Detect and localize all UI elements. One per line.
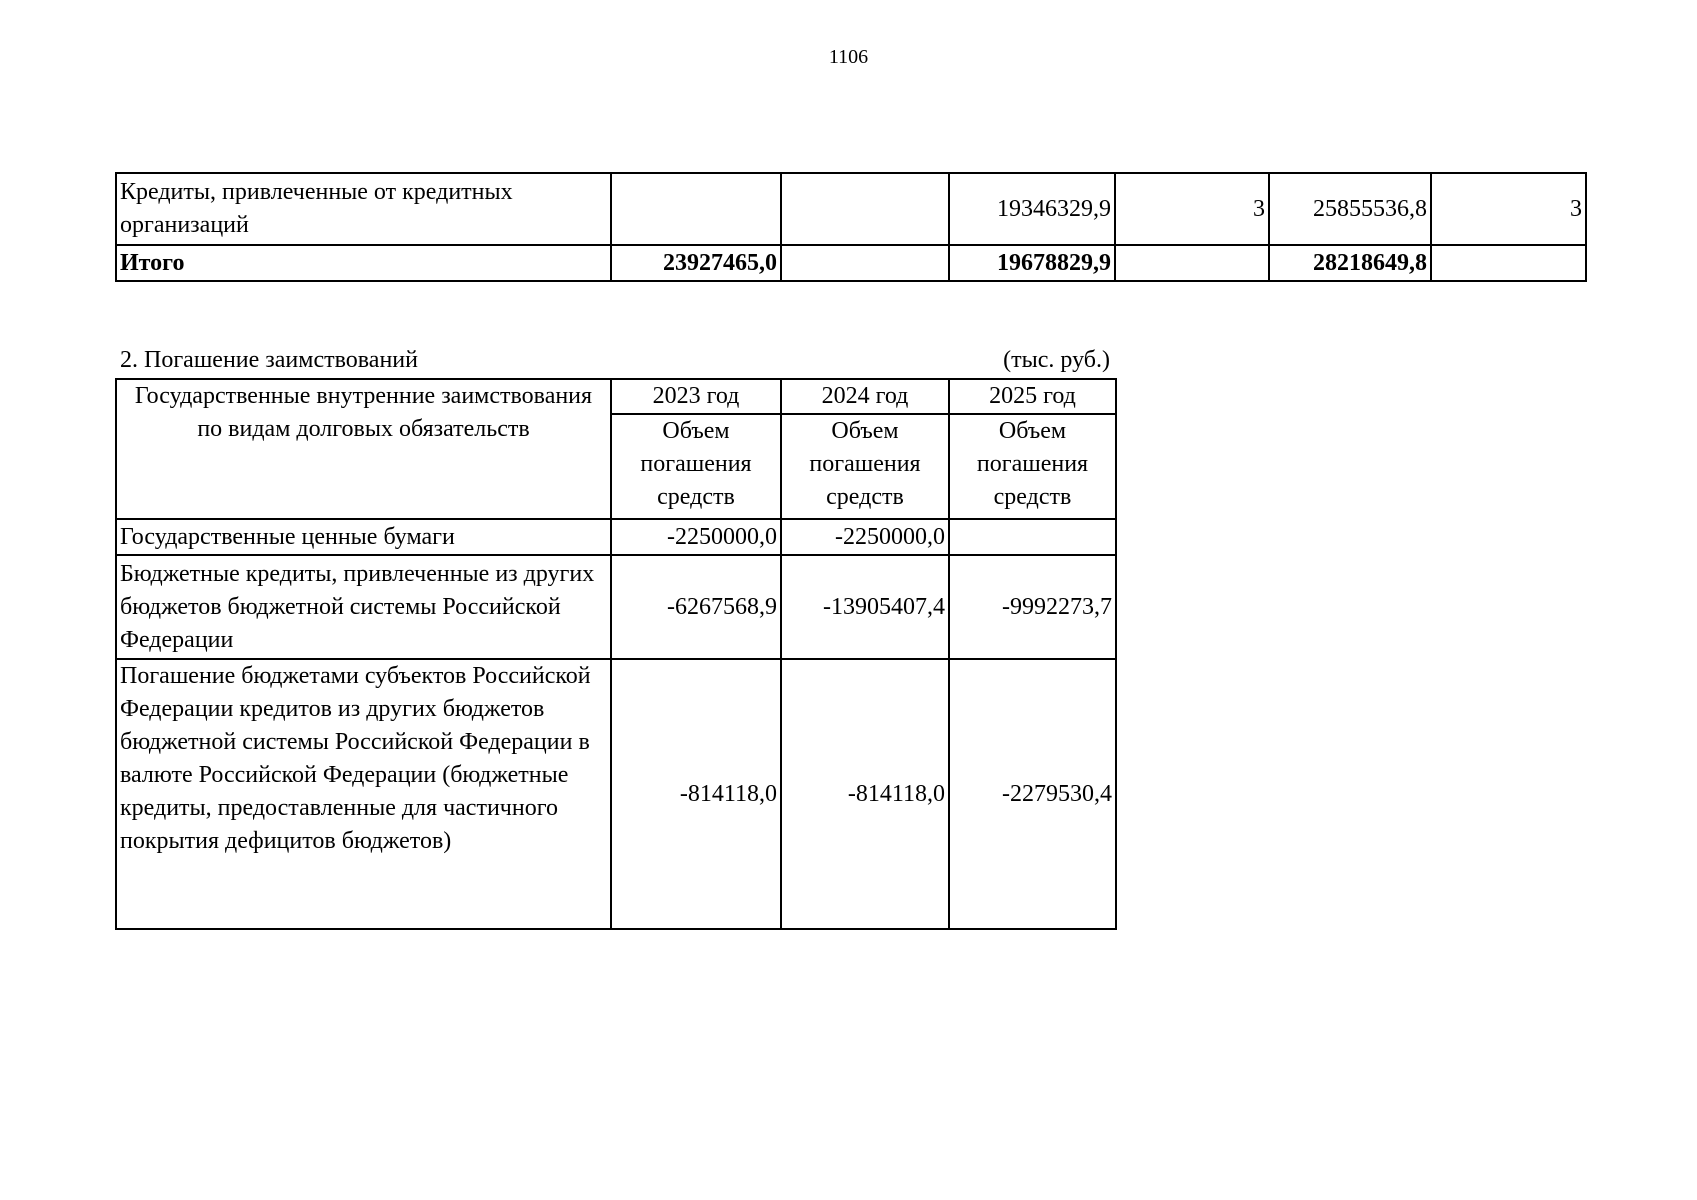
table-cell: 28218649,8 (1269, 245, 1431, 281)
row-label: Бюджетные кредиты, привлеченные из других бюджетов бюджетной системы Российской Федерации (116, 555, 611, 659)
header-year: 2025 год (949, 379, 1116, 414)
table-cell: -2279530,4 (949, 659, 1116, 929)
header-row-years (116, 379, 1116, 414)
row-label: Государственные ценные бумаги (116, 519, 611, 555)
table-cell: 19678829,9 (949, 245, 1115, 281)
header-year: 2024 год (781, 379, 949, 414)
header-sub: Объем погашения средств (949, 414, 1116, 519)
row-label: Кредиты, привлеченные от кредитных организаций (116, 173, 611, 245)
table-row (116, 519, 1116, 555)
table-cell (781, 173, 949, 245)
header-main: Государственные внутренние заимствования по видам долговых обязательств (116, 379, 611, 519)
repayment-table (115, 378, 1117, 930)
table-cell (781, 245, 949, 281)
table-cell: 3 (1115, 173, 1269, 245)
table-row (116, 173, 1586, 245)
table-row (116, 659, 1116, 929)
section-title: 2. Погашение заимствований (120, 347, 418, 373)
table-cell: -814118,0 (611, 659, 781, 929)
header-sub: Объем погашения средств (781, 414, 949, 519)
table-cell (949, 519, 1116, 555)
table-cell: -814118,0 (781, 659, 949, 929)
table-cell: 3 (1431, 173, 1586, 245)
table-cell (611, 173, 781, 245)
header-sub: Объем погашения средств (611, 414, 781, 519)
table-cell: -2250000,0 (611, 519, 781, 555)
header-year: 2023 год (611, 379, 781, 414)
total-row (116, 245, 1586, 281)
total-label: Итого (116, 245, 611, 281)
table-cell: -13905407,4 (781, 555, 949, 659)
borrowings-table-continued (115, 172, 1587, 282)
table-cell: -2250000,0 (781, 519, 949, 555)
table-cell: -6267568,9 (611, 555, 781, 659)
table-cell: 19346329,9 (949, 173, 1115, 245)
table-cell: 23927465,0 (611, 245, 781, 281)
table-cell: 25855536,8 (1269, 173, 1431, 245)
unit-label: (тыс. руб.) (1003, 347, 1110, 373)
table-cell (1431, 245, 1586, 281)
table-row (116, 555, 1116, 659)
row-label: Погашение бюджетами субъектов Российской Федерации кредитов из других бюджетов бюджетной системы Российской Федерации в валюте Российской Федерации (бюджетные кредиты, предоставленные для частичного покрытия дефицитов бюджетов) (116, 659, 611, 929)
page-number: 1106 (828, 46, 869, 68)
table-cell (1115, 245, 1269, 281)
table-cell: -9992273,7 (949, 555, 1116, 659)
